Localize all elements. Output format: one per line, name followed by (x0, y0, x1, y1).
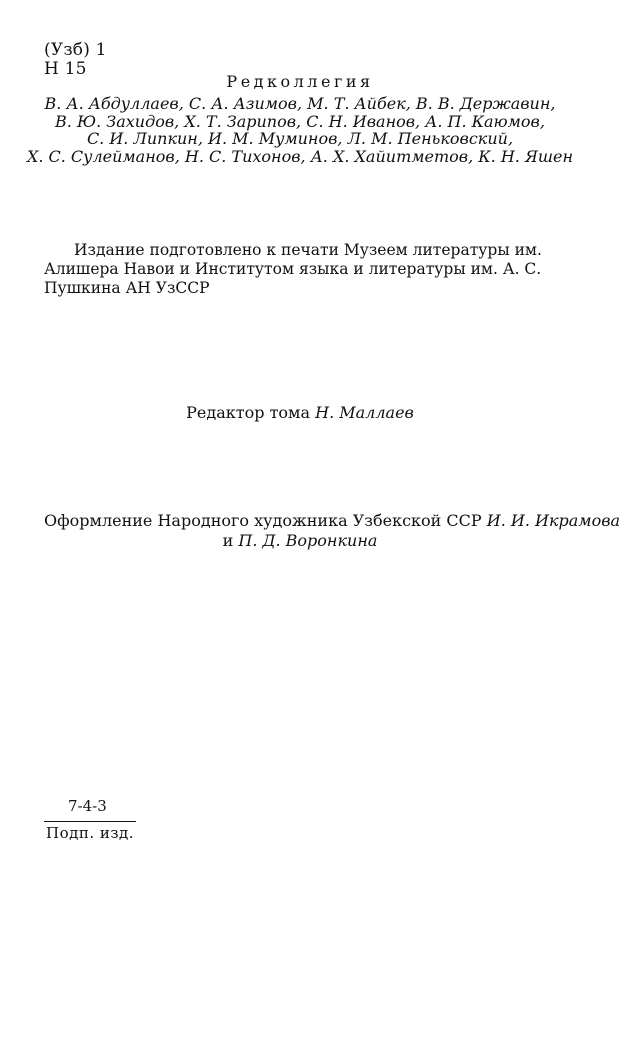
editorial-board-line: В. Ю. Захидов, Х. Т. Зарипов, С. Н. Иванов, А. П. Каюмов, (55, 112, 545, 131)
volume-editor-line (0, 403, 600, 422)
imprint-note: Подп. изд. (46, 824, 135, 842)
editorial-board-line: Х. С. Сулейманов, Н. С. Тихонов, А. Х. Хайитметов, К. Н. Яшен (26, 147, 574, 166)
volume-editor-name: Н. Маллаев (315, 403, 414, 422)
editorial-board-heading: Редколлегия (226, 72, 374, 91)
preparation-note: Издание подготовлено к печати Музеем литературы им. Алишера Навои и Институтом языка и литературы им. А. С. Пушкина АН УзССР (44, 241, 542, 297)
editorial-board-line: С. И. Липкин, И. М. Муминов, Л. М. Пеньковский, (86, 129, 514, 148)
design-credit-label: Оформление Народного художника Узбекской ССР (44, 511, 482, 530)
design-credit-line (44, 511, 620, 530)
design-credit-line-2 (0, 531, 600, 550)
imprint-divider (44, 821, 136, 822)
editorial-board-line: В. А. Абдуллаев, С. А. Азимов, М. Т. Айбек, В. В. Державин, (44, 94, 556, 113)
design-artist-name: И. И. Икрамова (486, 511, 620, 530)
design-conjunction: и (222, 531, 234, 550)
design-artist-name: П. Д. Воронкина (238, 531, 378, 550)
volume-editor-label: Редактор тома (186, 403, 311, 422)
bbk-index: Н 15 (44, 59, 87, 79)
udk-index: (Узб) 1 (44, 40, 107, 60)
print-code: 7-4-3 (68, 797, 107, 815)
